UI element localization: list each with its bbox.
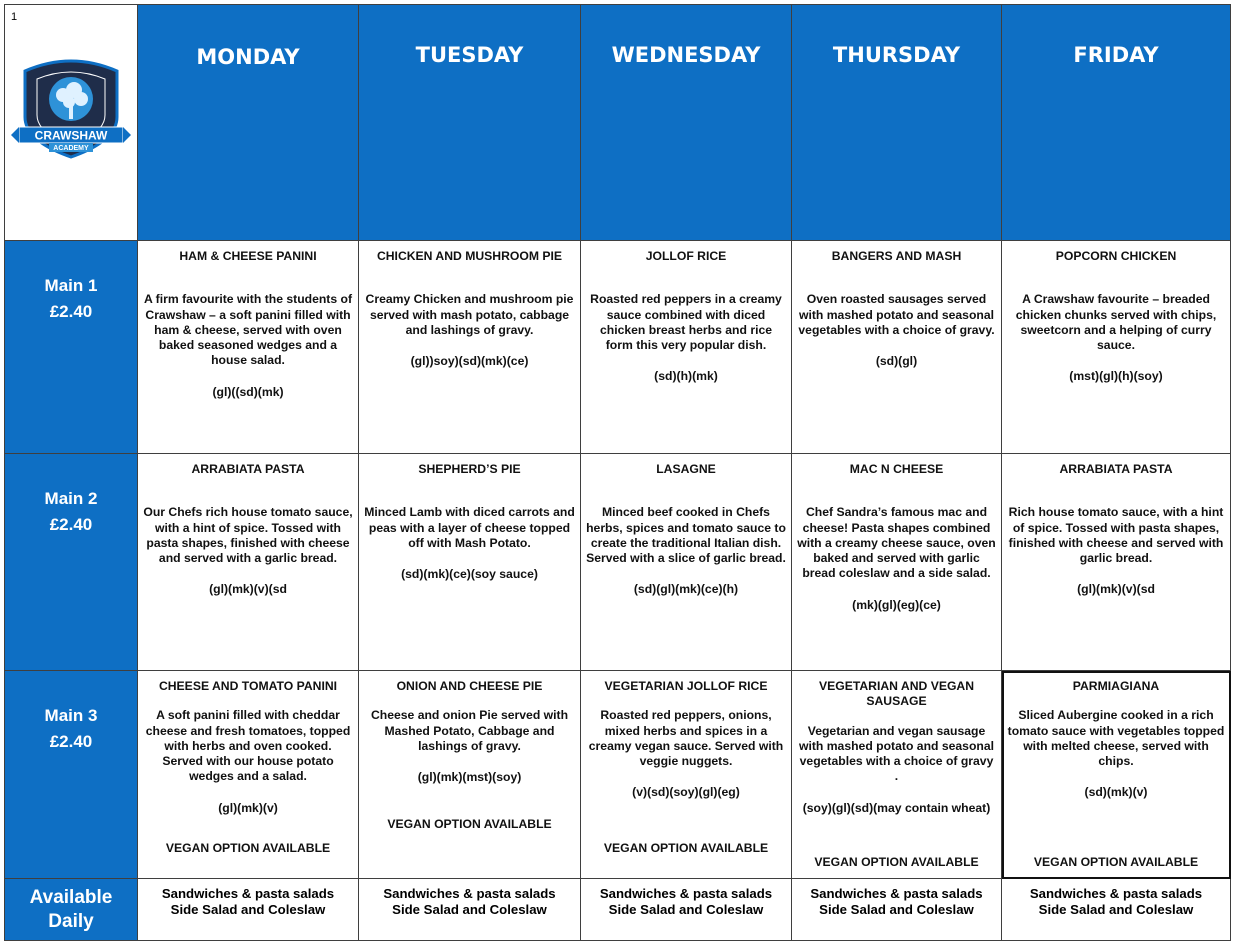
dish-title: JOLLOF RICE — [645, 249, 727, 263]
logo-sub: ACADEMY — [53, 145, 89, 152]
meal-price: £2.40 — [49, 515, 93, 534]
dish-description: A firm favourite with the students of Crawshaw – a soft panini filled with ham & cheese, served with oven baked seasoned wedges and a house salad. — [143, 292, 353, 368]
dish-title: PARMIAGIANA — [1072, 679, 1160, 693]
dish-description: Our Chefs rich house tomato sauce, with a hint of spice. Tossed with pasta shapes, finished with cheese and served with a garlic bread. — [143, 505, 353, 566]
allergen-codes: (v)(sd)(soy)(gl)(eg) — [632, 785, 740, 800]
menu-cell-main-3-friday — [1002, 671, 1231, 879]
meal-price: £2.40 — [49, 732, 93, 751]
menu-cell-main-1-wednesday — [581, 241, 792, 454]
dish-description: Sliced Aubergine cooked in a rich tomato sauce with vegetables topped with melted cheese, served with chips. — [1007, 708, 1225, 769]
allergen-codes: (sd)(mk)(ce)(soy sauce) — [401, 567, 538, 582]
daily-item-sandwiches: Sandwiches & pasta salads — [1029, 886, 1203, 901]
day-header-wednesday — [581, 5, 792, 241]
dish-description: Rich house tomato sauce, with a hint of spice. Tossed with pasta shapes, finished with cheese and served with garlic bread. — [1008, 505, 1224, 566]
menu-cell-main-3-thursday — [792, 671, 1002, 879]
dish-description: Minced Lamb with diced carrots and peas with a layer of cheese topped off with Mash Potato. — [364, 505, 575, 550]
dish-description: Roasted red peppers, onions, mixed herbs and spices in a creamy vegan sauce. Served with veggie nuggets. — [588, 708, 784, 769]
menu-cell-main-3-tuesday — [359, 671, 581, 879]
allergen-codes: (sd)(gl)(mk)(ce)(h) — [633, 582, 739, 597]
menu-cell-main-1-tuesday — [359, 241, 581, 454]
dish-description: Vegetarian and vegan sausage with mashed potato and seasonal vegetables with a choice of gravy . — [798, 723, 995, 784]
menu-cell-main-1-friday — [1002, 241, 1231, 454]
daily-item-salad: Side Salad and Coleslaw — [1038, 902, 1194, 917]
daily-cell-monday — [138, 879, 359, 941]
daily-item-sandwiches: Sandwiches & pasta salads — [161, 886, 335, 901]
day-label: THURSDAY — [832, 43, 961, 67]
allergen-codes: (mst)(gl)(h)(soy) — [1069, 369, 1163, 384]
daily-label: Daily — [48, 911, 94, 932]
menu-cell-main-3-wednesday — [581, 671, 792, 879]
meal-slot-name: Main 1 — [44, 276, 98, 295]
allergen-codes: (gl))soy)(sd)(mk)(ce) — [410, 354, 529, 369]
allergen-codes: (sd)(gl) — [875, 354, 918, 369]
daily-cell-tuesday — [359, 879, 581, 941]
allergen-codes: (mk)(gl)(eg)(ce) — [852, 597, 941, 612]
daily-item-salad: Side Salad and Coleslaw — [819, 902, 974, 917]
vegan-option-note: VEGAN OPTION AVAILABLE — [603, 840, 769, 855]
allergen-codes: (soy)(gl)(sd)(may contain wheat) — [802, 800, 991, 815]
daily-item-salad: Side Salad and Coleslaw — [608, 902, 764, 917]
vegan-option-note: VEGAN OPTION AVAILABLE — [387, 816, 552, 831]
dish-description: Oven roasted sausages served with mashed potato and seasonal vegetables with a choice of gravy. — [798, 292, 995, 337]
day-label: TUESDAY — [415, 43, 524, 67]
daily-cell-wednesday — [581, 879, 792, 941]
allergen-codes: (gl)(mk)(v)(sd — [209, 582, 287, 597]
dish-title: CHEESE AND TOMATO PANINI — [158, 679, 338, 693]
dish-description: Creamy Chicken and mushroom pie served with mash potato, cabbage and lashings of gravy. — [365, 292, 574, 337]
daily-item-salad: Side Salad and Coleslaw — [392, 902, 547, 917]
menu-cell-main-1-thursday — [792, 241, 1002, 454]
menu-cell-main-2-friday — [1002, 454, 1231, 671]
daily-cell-thursday — [792, 879, 1002, 941]
dish-description: Minced beef cooked in Chefs herbs, spices and tomato sauce to create the traditional Italian dish. Served with a slice of garlic bread. — [586, 505, 786, 566]
dish-title: ARRABIATA PASTA — [1059, 462, 1173, 476]
daily-item-sandwiches: Sandwiches & pasta salads — [599, 886, 773, 901]
logo-name: CRAWSHAW — [34, 128, 108, 143]
vegan-option-note: VEGAN OPTION AVAILABLE — [814, 854, 979, 869]
dish-description: A Crawshaw favourite – breaded chicken chunks served with chips, sweetcorn and a helping of curry sauce. — [1015, 292, 1217, 353]
allergen-codes: (gl)(mk)(mst)(soy) — [417, 770, 522, 785]
day-header-thursday — [792, 5, 1002, 241]
daily-cell-friday — [1002, 879, 1231, 941]
row-label-main-3 — [5, 671, 138, 879]
menu-cell-main-2-tuesday — [359, 454, 581, 671]
allergen-codes: (gl)(mk)(v)(sd — [1077, 582, 1155, 597]
menu-cell-main-3-monday — [138, 671, 359, 879]
allergen-codes: (gl)(mk)(v) — [218, 800, 278, 815]
meal-price: £2.40 — [49, 302, 93, 321]
row-label-main-1 — [5, 241, 138, 454]
daily-item-salad: Side Salad and Coleslaw — [170, 902, 326, 917]
daily-item-sandwiches: Sandwiches & pasta salads — [810, 886, 983, 901]
dish-description: Cheese and onion Pie served with Mashed Potato, Cabbage and lashings of gravy. — [370, 708, 569, 753]
dish-title: ONION AND CHEESE PIE — [396, 679, 543, 693]
page-number: 1 — [11, 11, 18, 23]
dish-description: Chef Sandra’s famous mac and cheese! Pasta shapes combined with a creamy cheese sauce, oven baked and served with garlic bread coleslaw and a side salad. — [797, 505, 996, 581]
dish-title: CHICKEN AND MUSHROOM PIE — [376, 249, 563, 263]
dish-title: VEGETARIAN JOLLOF RICE — [604, 679, 768, 693]
meal-slot-name: Main 2 — [44, 489, 98, 508]
day-header-tuesday — [359, 5, 581, 241]
menu-cell-main-2-wednesday — [581, 454, 792, 671]
dish-title: BANGERS AND MASH — [831, 249, 962, 263]
vegan-option-note: VEGAN OPTION AVAILABLE — [165, 840, 331, 855]
day-label: WEDNESDAY — [611, 43, 761, 67]
menu-cell-main-2-monday — [138, 454, 359, 671]
day-label: FRIDAY — [1073, 43, 1159, 67]
allergen-codes: (gl)((sd)(mk) — [212, 384, 284, 399]
dish-title: HAM & CHEESE PANINI — [179, 249, 317, 263]
logo-cell — [5, 5, 138, 241]
day-header-monday — [138, 5, 359, 241]
available-label: Available — [29, 887, 113, 908]
dish-description: A soft panini filled with cheddar cheese and fresh tomatoes, topped with herbs and oven cooked. Served with our house potato wedges and a salad. — [145, 708, 351, 784]
dish-title: SHEPHERD’S PIE — [418, 462, 521, 476]
dish-title: MAC N CHEESE — [849, 462, 944, 476]
day-header-friday — [1002, 5, 1231, 241]
crawshaw-academy-logo — [11, 55, 131, 165]
menu-cell-main-1-monday — [138, 241, 359, 454]
menu-cell-main-2-thursday — [792, 454, 1002, 671]
meal-slot-name: Main 3 — [44, 706, 98, 725]
daily-item-sandwiches: Sandwiches & pasta salads — [383, 886, 556, 901]
row-label-main-2 — [5, 454, 138, 671]
allergen-codes: (sd)(h)(mk) — [654, 369, 718, 384]
dish-title: LASAGNE — [656, 462, 716, 476]
menu-table — [4, 4, 1231, 941]
vegan-option-note: VEGAN OPTION AVAILABLE — [1033, 854, 1199, 869]
day-label: MONDAY — [196, 45, 300, 69]
allergen-codes: (sd)(mk)(v) — [1084, 785, 1148, 800]
dish-description: Roasted red peppers in a creamy sauce combined with diced chicken breast herbs and rice form this very popular dish. — [590, 292, 782, 353]
dish-title: ARRABIATA PASTA — [191, 462, 305, 476]
dish-title: POPCORN CHICKEN — [1055, 249, 1177, 263]
row-label-available-daily — [5, 879, 138, 941]
dish-title: VEGETARIAN AND VEGAN SAUSAGE — [818, 679, 975, 709]
